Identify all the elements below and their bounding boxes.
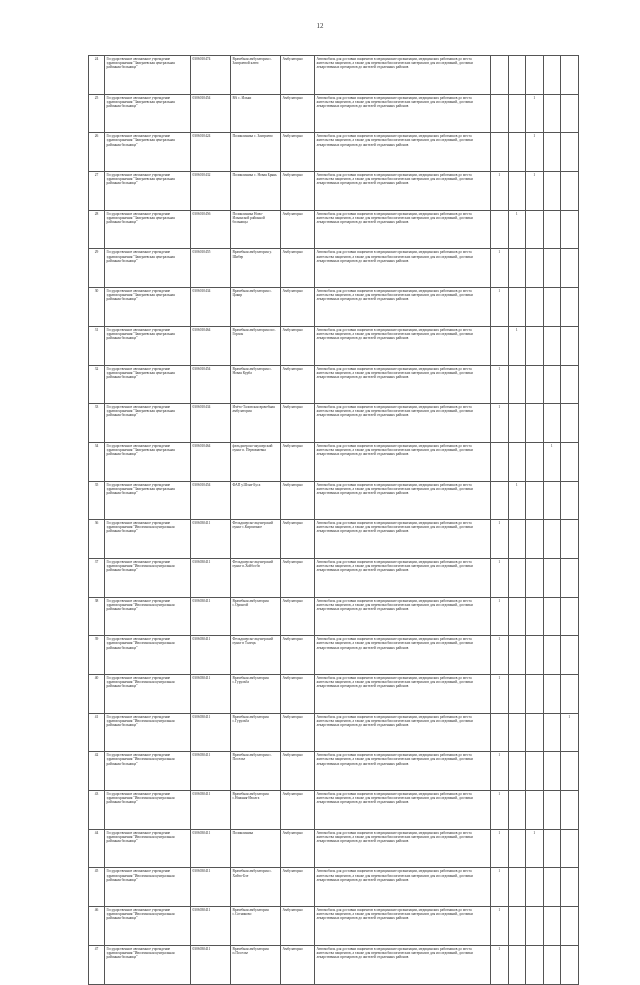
page-number: 12	[316, 22, 324, 30]
quantity-cell	[543, 791, 561, 830]
quantity-cell	[526, 442, 544, 481]
code-cell: 0306010464	[191, 442, 231, 481]
row-number-cell: 35	[89, 481, 105, 520]
organization-cell: Государственное автономное учреждение здравоохранения "Заиграевская центральная районная больница"	[105, 442, 191, 481]
care-type-cell: Амбулаторно	[281, 597, 315, 636]
facility-cell: Фельдшерско-акушерский пункт с.Кирпичное	[231, 520, 281, 559]
quantity-cell	[561, 172, 579, 211]
care-type-cell: Амбулаторно	[281, 791, 315, 830]
facility-cell: Врачебная амбулатория с. Новая Курба	[231, 365, 281, 404]
care-type-cell: Амбулаторно	[281, 868, 315, 907]
quantity-cell	[508, 172, 526, 211]
table-row	[89, 404, 579, 443]
row-number-cell: 36	[89, 520, 105, 559]
quantity-cell	[561, 481, 579, 520]
organization-cell: Государственное автономное учреждение здравоохранения "Иволгинская центральная районная больница"	[105, 868, 191, 907]
facility-cell: Поликлиника с. Заиграево	[231, 133, 281, 172]
purpose-cell: Автомобиль для доставки пациентов в медицинские организации, медицинских работников до места жительства пациентов, а также для перевозки биологических материалов для исследований, доставки лекарственных препаратов до жителей отдаленных районов	[315, 442, 491, 481]
facility-cell: Поликлиника Ново-Ильинской районной больницы	[231, 210, 281, 249]
row-number-cell: 40	[89, 675, 105, 714]
facility-cell: Врачебная амбулатория пос. Горхон	[231, 326, 281, 365]
facility-cell: фельдшерско-акушерский пункт п. Первомаевка	[231, 442, 281, 481]
quantity-cell	[508, 133, 526, 172]
quantity-cell	[508, 829, 526, 868]
quantity-cell	[508, 636, 526, 675]
quantity-cell	[543, 365, 561, 404]
care-type-cell: Амбулаторно	[281, 907, 315, 946]
code-cell: 0306030411	[191, 558, 231, 597]
purpose-cell: Автомобиль для доставки пациентов в медицинские организации, медицинских работников до места жительства пациентов, а также для перевозки биологических материалов для исследований, доставки лекарственных препаратов до жителей отдаленных районов	[315, 56, 491, 95]
quantity-cell	[491, 133, 509, 172]
table-row	[89, 907, 579, 946]
quantity-cell	[508, 558, 526, 597]
code-cell: 0306010454	[191, 365, 231, 404]
quantity-cell: 1	[491, 907, 509, 946]
code-cell: 0306030411	[191, 945, 231, 984]
table-row	[89, 520, 579, 559]
row-number-cell: 25	[89, 94, 105, 133]
code-cell: 0306030411	[191, 636, 231, 675]
organization-cell: Государственное автономное учреждение здравоохранения "Иволгинская центральная районная больница"	[105, 675, 191, 714]
row-number-cell: 46	[89, 907, 105, 946]
quantity-cell	[543, 945, 561, 984]
quantity-cell	[561, 404, 579, 443]
quantity-cell	[508, 752, 526, 791]
quantity-cell	[561, 868, 579, 907]
row-number-cell: 29	[89, 249, 105, 288]
care-type-cell: Амбулаторно	[281, 56, 315, 95]
quantity-cell: 1	[491, 675, 509, 714]
quantity-cell: 1	[526, 829, 544, 868]
quantity-cell	[561, 597, 579, 636]
quantity-cell	[526, 713, 544, 752]
code-cell: 0306030411	[191, 597, 231, 636]
facility-cell: Врачебная амбулатория с.Гурульба	[231, 713, 281, 752]
quantity-cell	[526, 210, 544, 249]
quantity-cell	[543, 636, 561, 675]
table-row	[89, 481, 579, 520]
purpose-cell: Автомобиль для доставки пациентов в медицинские организации, медицинских работников до места жительства пациентов, а также для перевозки биологических материалов для исследований, доставки лекарственных препаратов до жителей отдаленных районов	[315, 365, 491, 404]
quantity-cell: 1	[508, 210, 526, 249]
purpose-cell: Автомобиль для доставки пациентов в медицинские организации, медицинских работников до места жительства пациентов, а также для перевозки биологических материалов для исследований, доставки лекарственных препаратов до жителей отдаленных районов	[315, 636, 491, 675]
quantity-cell	[508, 404, 526, 443]
code-cell: 0306010434	[191, 404, 231, 443]
quantity-cell: 1	[491, 520, 509, 559]
care-type-cell: Амбулаторно	[281, 404, 315, 443]
purpose-cell: Автомобиль для доставки пациентов в медицинские организации, медицинских работников до места жительства пациентов, а также для перевозки биологических материалов для исследований, доставки лекарственных препаратов до жителей отдаленных районов	[315, 481, 491, 520]
table-row	[89, 365, 579, 404]
row-number-cell: 44	[89, 829, 105, 868]
facility-cell: Врачебная амбулатория с. Хойто-Бэе	[231, 868, 281, 907]
purpose-cell: Автомобиль для доставки пациентов в медицинские организации, медицинских работников до места жительства пациентов, а также для перевозки биологических материалов для исследований, доставки лекарственных препаратов до жителей отдаленных районов	[315, 945, 491, 984]
quantity-cell: 1	[491, 829, 509, 868]
quantity-cell	[491, 210, 509, 249]
organization-cell: Государственное автономное учреждение здравоохранения "Заиграевская центральная районная больница"	[105, 172, 191, 211]
quantity-cell	[561, 365, 579, 404]
row-number-cell: 30	[89, 288, 105, 327]
organization-cell: Государственное автономное учреждение здравоохранения "Иволгинская центральная районная больница"	[105, 636, 191, 675]
quantity-cell	[561, 210, 579, 249]
code-cell: 0306030411	[191, 907, 231, 946]
quantity-cell	[543, 558, 561, 597]
quantity-cell: 1	[508, 326, 526, 365]
purpose-cell: Автомобиль для доставки пациентов в медицинские организации, медицинских работников до места жительства пациентов, а также для перевозки биологических материалов для исследований, доставки лекарственных препаратов до жителей отдаленных районов	[315, 404, 491, 443]
quantity-cell	[561, 675, 579, 714]
code-cell: 0306010474	[191, 56, 231, 95]
row-number-cell: 45	[89, 868, 105, 907]
quantity-cell	[561, 636, 579, 675]
quantity-cell: 1	[491, 404, 509, 443]
care-type-cell: Амбулаторно	[281, 481, 315, 520]
quantity-cell	[508, 791, 526, 830]
quantity-cell	[526, 326, 544, 365]
code-cell: 0306010434	[191, 288, 231, 327]
care-type-cell: Амбулаторно	[281, 442, 315, 481]
table-row	[89, 56, 579, 95]
quantity-cell	[561, 288, 579, 327]
quantity-cell	[561, 791, 579, 830]
quantity-cell	[543, 249, 561, 288]
care-type-cell: Амбулаторно	[281, 945, 315, 984]
care-type-cell: Амбулаторно	[281, 752, 315, 791]
row-number-cell: 32	[89, 365, 105, 404]
quantity-cell	[526, 675, 544, 714]
organization-cell: Государственное автономное учреждение здравоохранения "Заиграевская центральная районная больница"	[105, 326, 191, 365]
organization-cell: Государственное автономное учреждение здравоохранения "Заиграевская центральная районная больница"	[105, 94, 191, 133]
quantity-cell	[508, 713, 526, 752]
code-cell: 0306030411	[191, 520, 231, 559]
quantity-cell: 1	[526, 172, 544, 211]
row-number-cell: 33	[89, 404, 105, 443]
table-row	[89, 752, 579, 791]
quantity-cell	[491, 442, 509, 481]
care-type-cell: Амбулаторно	[281, 675, 315, 714]
vehicle-allocation-table	[88, 55, 579, 985]
purpose-cell: Автомобиль для доставки пациентов в медицинские организации, медицинских работников до места жительства пациентов, а также для перевозки биологических материалов для исследований, доставки лекарственных препаратов до жителей отдаленных районов	[315, 829, 491, 868]
facility-cell: Врачебная амбулатория с. Заиграевой ключ	[231, 56, 281, 95]
quantity-cell: 1	[491, 249, 509, 288]
quantity-cell	[491, 56, 509, 95]
organization-cell: Государственное автономное учреждение здравоохранения "Заиграевская центральная районная больница"	[105, 133, 191, 172]
quantity-cell	[526, 907, 544, 946]
facility-cell: Ичёто-Таловская врачебная амбулатория	[231, 404, 281, 443]
facility-cell: Поликлиника с. Новая Брянь	[231, 172, 281, 211]
care-type-cell: Амбулаторно	[281, 172, 315, 211]
purpose-cell: Автомобиль для доставки пациентов в медицинские организации, медицинских работников до места жительства пациентов, а также для перевозки биологических материалов для исследований, доставки лекарственных препаратов до жителей отдаленных районов	[315, 288, 491, 327]
quantity-cell: 1	[491, 558, 509, 597]
quantity-cell	[543, 288, 561, 327]
quantity-cell	[526, 868, 544, 907]
quantity-cell	[561, 829, 579, 868]
facility-cell: Врачебная амбулатория у. Шибер	[231, 249, 281, 288]
care-type-cell: Амбулаторно	[281, 558, 315, 597]
quantity-cell	[543, 675, 561, 714]
table-row	[89, 829, 579, 868]
quantity-cell	[526, 791, 544, 830]
quantity-cell	[543, 868, 561, 907]
table-row	[89, 442, 579, 481]
facility-cell: Врачебная амбулатория с.Оронгой	[231, 597, 281, 636]
code-cell: 0306030411	[191, 868, 231, 907]
purpose-cell: Автомобиль для доставки пациентов в медицинские организации, медицинских работников до места жительства пациентов, а также для перевозки биологических материалов для исследований, доставки лекарственных препаратов до жителей отдаленных районов	[315, 520, 491, 559]
code-cell: 0306010432	[191, 172, 231, 211]
organization-cell: Государственное автономное учреждение здравоохранения "Иволгинская центральная районная больница"	[105, 907, 191, 946]
table-row	[89, 133, 579, 172]
facility-cell: ФАП у.Шэнэ-Буса	[231, 481, 281, 520]
table-row	[89, 636, 579, 675]
purpose-cell: Автомобиль для доставки пациентов в медицинские организации, медицинских работников до места жительства пациентов, а также для перевозки биологических материалов для исследований, доставки лекарственных препаратов до жителей отдаленных районов	[315, 94, 491, 133]
quantity-cell	[526, 288, 544, 327]
purpose-cell: Автомобиль для доставки пациентов в медицинские организации, медицинских работников до места жительства пациентов, а также для перевозки биологических материалов для исследований, доставки лекарственных препаратов до жителей отдаленных районов	[315, 791, 491, 830]
table-row	[89, 94, 579, 133]
quantity-cell	[561, 326, 579, 365]
organization-cell: Государственное автономное учреждение здравоохранения "Иволгинская центральная районная больница"	[105, 597, 191, 636]
code-cell: 0306010454	[191, 481, 231, 520]
quantity-cell	[508, 597, 526, 636]
purpose-cell: Автомобиль для доставки пациентов в медицинские организации, медицинских работников до места жительства пациентов, а также для перевозки биологических материалов для исследований, доставки лекарственных препаратов до жителей отдаленных районов	[315, 868, 491, 907]
code-cell: 0306010455	[191, 249, 231, 288]
row-number-cell: 47	[89, 945, 105, 984]
table-row	[89, 172, 579, 211]
quantity-cell: 1	[543, 442, 561, 481]
facility-cell: Врачебная амбулатория с.Сотниково	[231, 907, 281, 946]
purpose-cell: Автомобиль для доставки пациентов в медицинские организации, медицинских работников до места жительства пациентов, а также для перевозки биологических материалов для исследований, доставки лекарственных препаратов до жителей отдаленных районов	[315, 752, 491, 791]
quantity-cell	[526, 558, 544, 597]
code-cell: 0306030411	[191, 713, 231, 752]
quantity-cell	[491, 481, 509, 520]
quantity-cell	[526, 945, 544, 984]
quantity-cell: 1	[491, 945, 509, 984]
quantity-cell	[543, 172, 561, 211]
table-row	[89, 558, 579, 597]
facility-cell: Врачебная амбулатория п.Поселье	[231, 945, 281, 984]
organization-cell: Государственное автономное учреждение здравоохранения "Заиграевская центральная районная больница"	[105, 365, 191, 404]
organization-cell: Государственное автономное учреждение здравоохранения "Заиграевская центральная районная больница"	[105, 288, 191, 327]
care-type-cell: Амбулаторно	[281, 713, 315, 752]
facility-cell: Врачебная амбулатория с.Гурульба	[231, 675, 281, 714]
quantity-cell	[491, 713, 509, 752]
quantity-cell	[543, 829, 561, 868]
quantity-cell	[561, 558, 579, 597]
care-type-cell: Амбулаторно	[281, 636, 315, 675]
purpose-cell: Автомобиль для доставки пациентов в медицинские организации, медицинских работников до места жительства пациентов, а также для перевозки биологических материалов для исследований, доставки лекарственных препаратов до жителей отдаленных районов	[315, 133, 491, 172]
quantity-cell	[508, 907, 526, 946]
code-cell: 0306030411	[191, 675, 231, 714]
organization-cell: Государственное автономное учреждение здравоохранения "Иволгинская центральная районная больница"	[105, 752, 191, 791]
table-row	[89, 713, 579, 752]
quantity-cell	[508, 442, 526, 481]
row-number-cell: 39	[89, 636, 105, 675]
table-row	[89, 868, 579, 907]
purpose-cell: Автомобиль для доставки пациентов в медицинские организации, медицинских работников до места жительства пациентов, а также для перевозки биологических материалов для исследований, доставки лекарственных препаратов до жителей отдаленных районов	[315, 172, 491, 211]
row-number-cell: 24	[89, 56, 105, 95]
facility-cell: ВА с. Ильки	[231, 94, 281, 133]
quantity-cell	[491, 94, 509, 133]
row-number-cell: 41	[89, 713, 105, 752]
quantity-cell: 1	[491, 172, 509, 211]
quantity-cell	[543, 481, 561, 520]
quantity-cell	[543, 404, 561, 443]
quantity-cell: 1	[491, 636, 509, 675]
quantity-cell: 1	[561, 713, 579, 752]
table-row	[89, 326, 579, 365]
quantity-cell	[543, 752, 561, 791]
organization-cell: Государственное автономное учреждение здравоохранения "Заиграевская центральная районная больница"	[105, 404, 191, 443]
quantity-cell: 1	[491, 791, 509, 830]
quantity-cell	[543, 56, 561, 95]
table-row	[89, 675, 579, 714]
purpose-cell: Автомобиль для доставки пациентов в медицинские организации, медицинских работников до места жительства пациентов, а также для перевозки биологических материалов для исследований, доставки лекарственных препаратов до жителей отдаленных районов	[315, 907, 491, 946]
purpose-cell: Автомобиль для доставки пациентов в медицинские организации, медицинских работников до места жительства пациентов, а также для перевозки биологических материалов для исследований, доставки лекарственных препаратов до жителей отдаленных районов	[315, 675, 491, 714]
organization-cell: Государственное автономное учреждение здравоохранения "Иволгинская центральная районная больница"	[105, 829, 191, 868]
quantity-cell: 1	[491, 288, 509, 327]
care-type-cell: Амбулаторно	[281, 94, 315, 133]
quantity-cell	[508, 288, 526, 327]
purpose-cell: Автомобиль для доставки пациентов в медицинские организации, медицинских работников до места жительства пациентов, а также для перевозки биологических материалов для исследований, доставки лекарственных препаратов до жителей отдаленных районов	[315, 249, 491, 288]
quantity-cell: 1	[526, 133, 544, 172]
quantity-cell	[526, 365, 544, 404]
quantity-cell	[543, 713, 561, 752]
row-number-cell: 37	[89, 558, 105, 597]
table-row	[89, 791, 579, 830]
quantity-cell	[543, 94, 561, 133]
quantity-cell	[508, 249, 526, 288]
row-number-cell: 31	[89, 326, 105, 365]
row-number-cell: 26	[89, 133, 105, 172]
purpose-cell: Автомобиль для доставки пациентов в медицинские организации, медицинских работников до места жительства пациентов, а также для перевозки биологических материалов для исследований, доставки лекарственных препаратов до жителей отдаленных районов	[315, 210, 491, 249]
quantity-cell	[526, 636, 544, 675]
quantity-cell	[561, 133, 579, 172]
table-row	[89, 597, 579, 636]
quantity-cell	[561, 94, 579, 133]
quantity-cell: 1	[508, 481, 526, 520]
organization-cell: Государственное автономное учреждение здравоохранения "Заиграевская центральная районная больница"	[105, 56, 191, 95]
quantity-cell	[543, 133, 561, 172]
organization-cell: Государственное автономное учреждение здравоохранения "Иволгинская центральная районная больница"	[105, 791, 191, 830]
quantity-cell	[508, 94, 526, 133]
quantity-cell	[543, 326, 561, 365]
quantity-cell	[561, 945, 579, 984]
quantity-cell	[561, 520, 579, 559]
table-row	[89, 210, 579, 249]
quantity-cell	[561, 442, 579, 481]
quantity-cell	[508, 868, 526, 907]
row-number-cell: 34	[89, 442, 105, 481]
quantity-cell	[543, 597, 561, 636]
quantity-cell	[561, 56, 579, 95]
quantity-cell	[543, 210, 561, 249]
row-number-cell: 43	[89, 791, 105, 830]
row-number-cell: 27	[89, 172, 105, 211]
quantity-cell: 1	[491, 365, 509, 404]
quantity-cell	[526, 481, 544, 520]
care-type-cell: Амбулаторно	[281, 210, 315, 249]
quantity-cell	[526, 597, 544, 636]
table-row	[89, 945, 579, 984]
care-type-cell: Амбулаторно	[281, 365, 315, 404]
care-type-cell: Амбулаторно	[281, 829, 315, 868]
organization-cell: Государственное автономное учреждение здравоохранения "Иволгинская центральная районная больница"	[105, 558, 191, 597]
organization-cell: Государственное автономное учреждение здравоохранения "Иволгинская центральная районная больница"	[105, 713, 191, 752]
code-cell: 0306010424	[191, 133, 231, 172]
purpose-cell: Автомобиль для доставки пациентов в медицинские организации, медицинских работников до места жительства пациентов, а также для перевозки биологических материалов для исследований, доставки лекарственных препаратов до жителей отдаленных районов	[315, 326, 491, 365]
quantity-cell	[491, 326, 509, 365]
quantity-cell: 1	[526, 94, 544, 133]
quantity-cell	[543, 520, 561, 559]
quantity-cell	[561, 752, 579, 791]
code-cell: 0306010464	[191, 326, 231, 365]
organization-cell: Государственное автономное учреждение здравоохранения "Заиграевская центральная районная больница"	[105, 210, 191, 249]
quantity-cell	[526, 56, 544, 95]
quantity-cell: 1	[491, 868, 509, 907]
code-cell: 0306030411	[191, 829, 231, 868]
quantity-cell	[561, 907, 579, 946]
quantity-cell	[526, 752, 544, 791]
care-type-cell: Амбулаторно	[281, 520, 315, 559]
code-cell: 0306030411	[191, 752, 231, 791]
code-cell: 0306010456	[191, 210, 231, 249]
quantity-cell: 1	[491, 597, 509, 636]
row-number-cell: 42	[89, 752, 105, 791]
table-row	[89, 288, 579, 327]
facility-cell: Врачебная амбулатория с. Цакир	[231, 288, 281, 327]
organization-cell: Государственное автономное учреждение здравоохранения "Заиграевская центральная районная больница"	[105, 249, 191, 288]
code-cell: 0306010454	[191, 94, 231, 133]
purpose-cell: Автомобиль для доставки пациентов в медицинские организации, медицинских работников до места жительства пациентов, а также для перевозки биологических материалов для исследований, доставки лекарственных препаратов до жителей отдаленных районов	[315, 713, 491, 752]
row-number-cell: 38	[89, 597, 105, 636]
code-cell: 0306030411	[191, 791, 231, 830]
facility-cell: Фельдшерско-акушерский пункт п.Хойбосбо	[231, 558, 281, 597]
quantity-cell	[508, 675, 526, 714]
quantity-cell	[508, 945, 526, 984]
quantity-cell: 1	[491, 752, 509, 791]
facility-cell: Фельдшерско-акушерский пункт в Талецк	[231, 636, 281, 675]
care-type-cell: Амбулаторно	[281, 249, 315, 288]
organization-cell: Государственное автономное учреждение здравоохранения "Иволгинская центральная районная больница"	[105, 520, 191, 559]
row-number-cell: 28	[89, 210, 105, 249]
quantity-cell	[526, 249, 544, 288]
quantity-cell	[561, 249, 579, 288]
quantity-cell	[508, 520, 526, 559]
organization-cell: Государственное автономное учреждение здравоохранения "Заиграевская центральная районная больница"	[105, 481, 191, 520]
facility-cell: Врачебная амбулатория с.Нижняя-Иволга	[231, 791, 281, 830]
quantity-cell	[508, 365, 526, 404]
quantity-cell	[526, 404, 544, 443]
care-type-cell: Амбулаторно	[281, 288, 315, 327]
table-row	[89, 249, 579, 288]
care-type-cell: Амбулаторно	[281, 326, 315, 365]
purpose-cell: Автомобиль для доставки пациентов в медицинские организации, медицинских работников до места жительства пациентов, а также для перевозки биологических материалов для исследований, доставки лекарственных препаратов до жителей отдаленных районов	[315, 558, 491, 597]
purpose-cell: Автомобиль для доставки пациентов в медицинские организации, медицинских работников до места жительства пациентов, а также для перевозки биологических материалов для исследований, доставки лекарственных препаратов до жителей отдаленных районов	[315, 597, 491, 636]
facility-cell: Поликлиника	[231, 829, 281, 868]
organization-cell: Государственное автономное учреждение здравоохранения "Иволгинская центральная районная больница"	[105, 945, 191, 984]
care-type-cell: Амбулаторно	[281, 133, 315, 172]
quantity-cell	[508, 56, 526, 95]
quantity-cell	[543, 907, 561, 946]
facility-cell: Врачебная амбулатория с. Поселье	[231, 752, 281, 791]
quantity-cell	[526, 520, 544, 559]
